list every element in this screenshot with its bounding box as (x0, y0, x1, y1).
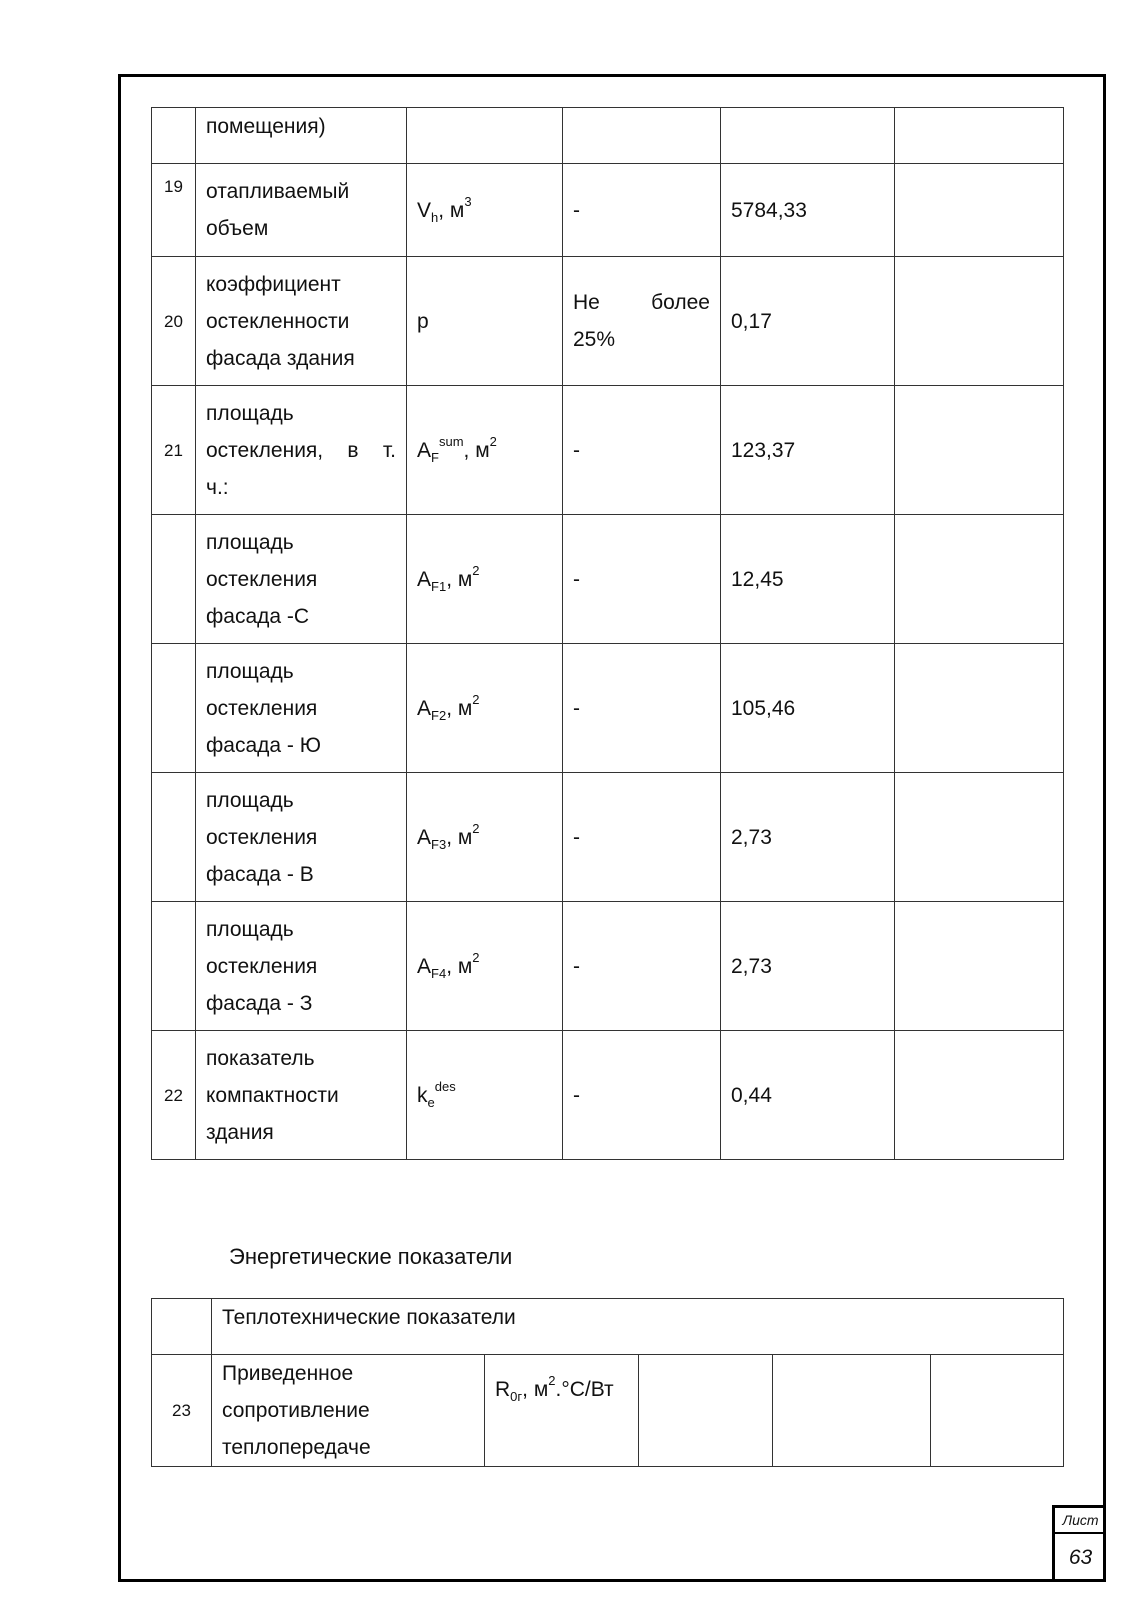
extra-cell (895, 164, 1064, 257)
design-value (721, 108, 895, 164)
table-row (152, 644, 1064, 773)
norm-value: - (563, 773, 721, 902)
extra-cell (895, 773, 1064, 902)
extra-cell (895, 108, 1064, 164)
parameter-symbol: $A_{F1}$, $м^2$ (407, 515, 563, 644)
parameter-symbol: $A_F^{sum}$, $м^2$ (407, 386, 563, 515)
parameter-symbol: $R_{0г}$, $м^2.^\circ С/Вт$ (485, 1355, 639, 1467)
parameter-name: площадь остекления фасада - В (196, 773, 407, 902)
norm-value: - (563, 164, 721, 257)
design-value: 5784,33 (721, 164, 895, 257)
parameter-name: Приведенное сопротивление теплопередаче (212, 1355, 485, 1467)
parameter-symbol: $V_h$, $м^3$ (407, 164, 563, 257)
parameter-symbol: p (407, 257, 563, 386)
parameter-name: площадь остекления, в т. ч.: (196, 386, 407, 515)
row-number: 21 (152, 386, 196, 515)
table-row (152, 257, 1064, 386)
table-row (152, 1031, 1064, 1160)
parameter-name: показатель компактности здания (196, 1031, 407, 1160)
energy-indicators-table (151, 1298, 1064, 1467)
norm-value: - (563, 1031, 721, 1160)
table-row (152, 1355, 1064, 1467)
sheet-label: Лист (1055, 1508, 1106, 1534)
building-parameters-table (151, 107, 1064, 1160)
table-row (152, 515, 1064, 644)
table-row (152, 773, 1064, 902)
design-value: 0,17 (721, 257, 895, 386)
norm-value: - (563, 644, 721, 773)
row-number: 19 (152, 164, 196, 257)
table-row (152, 164, 1064, 257)
row-number: 22 (152, 1031, 196, 1160)
table-row (152, 108, 1064, 164)
extra-cell (895, 515, 1064, 644)
parameter-symbol (407, 108, 563, 164)
row-number: 23 (152, 1355, 212, 1467)
parameter-name: площадь остекления фасада - З (196, 902, 407, 1031)
row-number (152, 108, 196, 164)
design-value (773, 1355, 931, 1467)
extra-cell (895, 386, 1064, 515)
sheet-number: 63 (1068, 1546, 1093, 1569)
parameter-name: площадь остекления фасада -С (196, 515, 407, 644)
extra-cell (895, 257, 1064, 386)
extra-cell (895, 1031, 1064, 1160)
parameter-name: отапливаемый объем (196, 164, 407, 257)
norm-value (639, 1355, 773, 1467)
row-number (152, 1299, 212, 1355)
table-header-row (152, 1299, 1064, 1355)
norm-value: - (563, 386, 721, 515)
design-value: 2,73 (721, 902, 895, 1031)
section-heading: Энергетические показатели (229, 1244, 513, 1269)
group-header: Теплотехнические показатели (212, 1299, 1064, 1355)
row-number: 20 (152, 257, 196, 386)
norm-value: Не более 25% (563, 257, 721, 386)
table-row (152, 902, 1064, 1031)
row-number (152, 902, 196, 1031)
design-value: 0,44 (721, 1031, 895, 1160)
extra-cell (895, 902, 1064, 1031)
norm-value (563, 108, 721, 164)
row-number (152, 773, 196, 902)
design-value: 12,45 (721, 515, 895, 644)
extra-cell (895, 644, 1064, 773)
norm-value: - (563, 902, 721, 1031)
row-number (152, 515, 196, 644)
design-value: 2,73 (721, 773, 895, 902)
parameter-name: помещения) (196, 108, 407, 164)
norm-value: - (563, 515, 721, 644)
parameter-name: коэффициент остекленности фасада здания (196, 257, 407, 386)
sheet-stamp (1052, 1505, 1106, 1582)
parameter-symbol: $k_e^{des}$ (407, 1031, 563, 1160)
extra-cell (931, 1355, 1064, 1467)
parameter-name: площадь остекления фасада - Ю (196, 644, 407, 773)
table-row (152, 386, 1064, 515)
parameter-symbol: $A_{F4}$, $м^2$ (407, 902, 563, 1031)
design-value: 123,37 (721, 386, 895, 515)
row-number (152, 644, 196, 773)
parameter-symbol: $A_{F2}$, $м^2$ (407, 644, 563, 773)
design-value: 105,46 (721, 644, 895, 773)
parameter-symbol: $A_{F3}$, $м^2$ (407, 773, 563, 902)
